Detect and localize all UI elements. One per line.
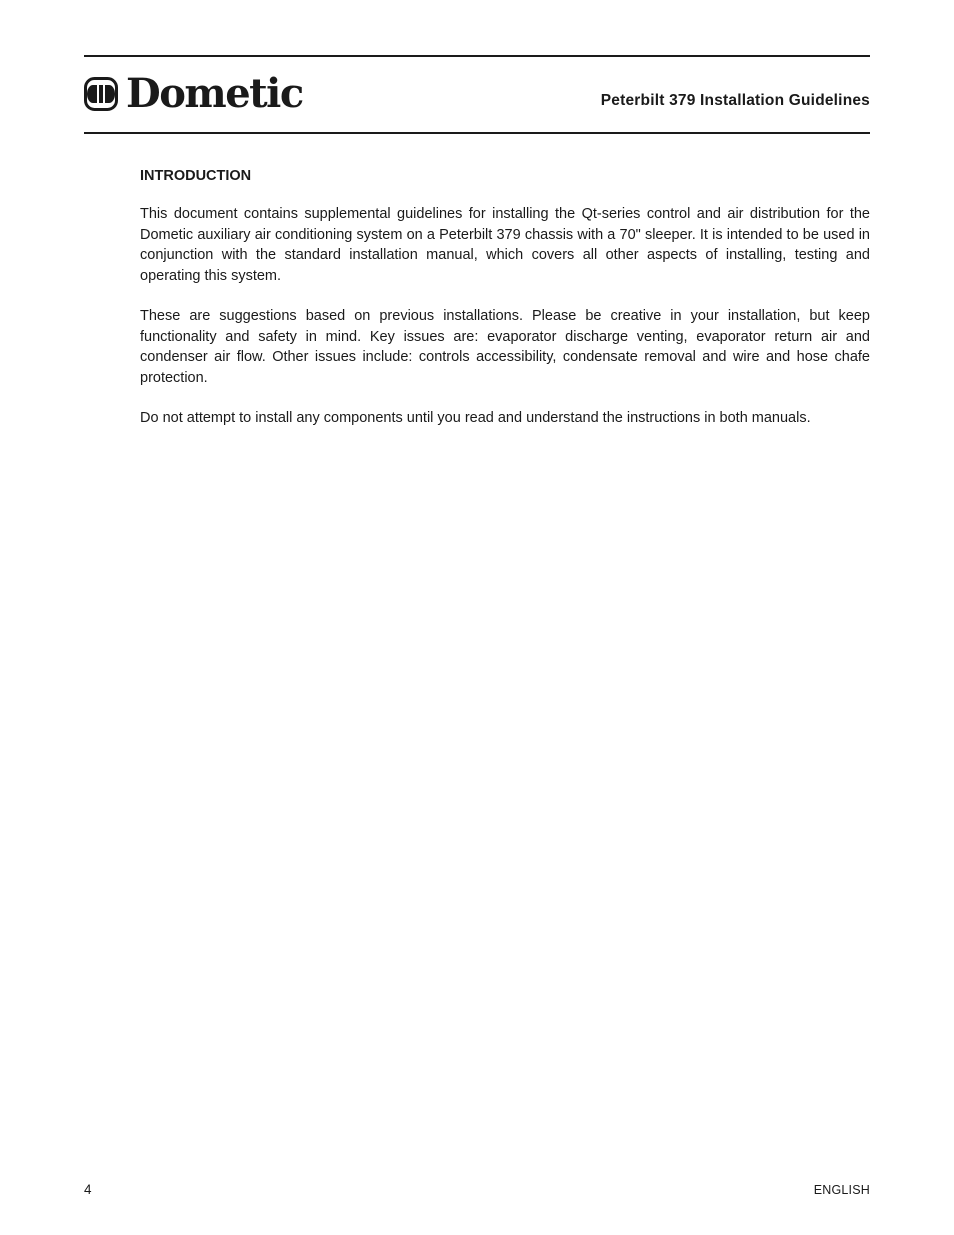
brand-wordmark: Dometic xyxy=(126,70,303,117)
document-title: Peterbilt 379 Installation Guidelines xyxy=(600,92,870,109)
intro-paragraph-3: Do not attempt to install any components until you read and understand the instructions in both manuals. xyxy=(140,410,811,426)
page-number: 4 xyxy=(84,1182,92,1197)
introduction-section xyxy=(140,166,870,449)
dometic-logo-icon xyxy=(84,77,118,111)
header-top-rule xyxy=(84,55,870,57)
section-heading: INTRODUCTION xyxy=(140,168,252,184)
intro-paragraph-2: These are suggestions based on previous installations. Please be creative in your installation, but keep functionality and safety in mind. Key issues are: evaporator discharge venting, evaporator return air and condenser air flow. Other issues include: controls accessibility, condensate removal and wire and hose chafe protection. xyxy=(140,308,870,386)
brand-logo xyxy=(84,70,303,117)
header-bottom-rule xyxy=(84,132,870,134)
language-label: ENGLISH xyxy=(813,1183,870,1197)
intro-paragraph-1: This document contains supplemental guidelines for installing the Qt-series control and air distribution for the Dometic auxiliary air conditioning system on a Peterbilt 379 chassis with a 70" sleeper. It is intended to be used in conjunction with the standard installation manual, which covers all other aspects of installing, testing and operating this system. xyxy=(140,206,870,284)
